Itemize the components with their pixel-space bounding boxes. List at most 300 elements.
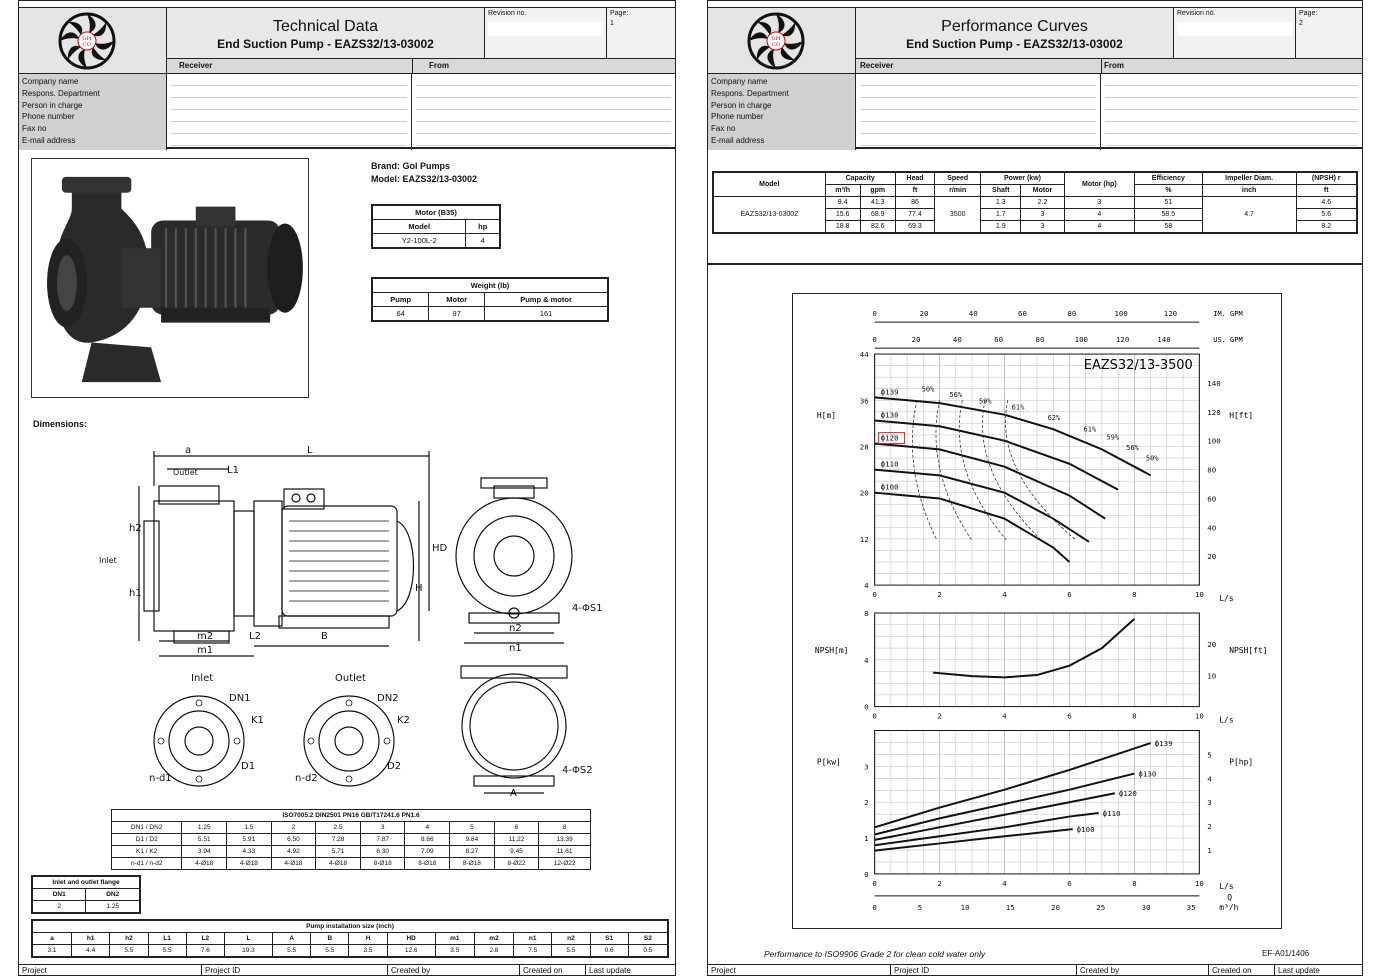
- flange-std-cell: 6: [494, 822, 539, 834]
- perf-header-speed: Speed: [935, 172, 981, 185]
- footer-project-id: Project ID: [894, 966, 930, 975]
- flange-std-cell: K1 / K2: [112, 846, 182, 858]
- top-axis-2-tick: 120: [1115, 335, 1130, 345]
- receiver-label: Receiver: [860, 61, 894, 70]
- perf-unit: r/min: [935, 185, 981, 197]
- install-header: h2: [110, 933, 148, 945]
- perf-cell: 18.8: [825, 221, 860, 234]
- install-header: L2: [186, 933, 224, 945]
- q-axis-tick: 0: [872, 902, 877, 912]
- q-axis-tick: 10: [960, 902, 970, 912]
- x-tick-label: 8: [1132, 878, 1137, 888]
- top-axis-1-tick: 120: [1163, 309, 1178, 319]
- dim-m1: m1: [197, 645, 214, 656]
- flange-std-cell: 4-Ø18: [182, 858, 227, 870]
- sheet1-header: [19, 7, 675, 149]
- installation-size-table: [31, 919, 669, 958]
- y2-tick-label: 5: [1207, 750, 1212, 760]
- efficiency-label: 61%: [1011, 403, 1025, 412]
- flange-std-cell: 4-Ø18: [316, 858, 361, 870]
- title-cell: [856, 8, 1174, 58]
- perf-cell: 41.3: [860, 197, 895, 209]
- efficiency-label: 56%: [949, 390, 963, 399]
- y-tick-label: 0: [864, 869, 869, 879]
- flange-std-cell: 8.27: [450, 846, 495, 858]
- dim-L1: L1: [227, 465, 239, 476]
- y2-tick-label: 2: [1207, 822, 1212, 832]
- x-tick-label: 6: [1067, 878, 1072, 888]
- page-label: Page:: [610, 10, 629, 17]
- perf-cell: 51: [1135, 197, 1203, 209]
- y-tick-label: 4: [864, 581, 869, 591]
- install-header: HD: [387, 933, 435, 945]
- dim-D2: D2: [387, 761, 402, 772]
- x-tick-label: 10: [1194, 878, 1204, 888]
- revision-box: [488, 22, 603, 36]
- perf-unit: ft: [1296, 185, 1357, 197]
- dim-m2: m2: [197, 631, 214, 642]
- x-tick-label: 8: [1132, 711, 1137, 721]
- x-tick-label: 10: [1194, 590, 1204, 600]
- q-label: Q: [1227, 892, 1233, 902]
- y2-tick-label: 40: [1207, 523, 1217, 533]
- contact-label: Phone number: [22, 112, 75, 122]
- perf-cell: 5.6: [1296, 209, 1357, 221]
- head-m-label: H[m]: [816, 410, 837, 420]
- curve-label: ϕ130: [880, 410, 899, 420]
- top-axis-label-1: IM. GPM: [1213, 310, 1243, 319]
- receiver-from-header: [167, 58, 675, 74]
- weight-motor-value: 97: [429, 307, 485, 322]
- revision-label: Revision no.: [488, 10, 527, 17]
- dim-s2: 4-ΦS2: [562, 765, 593, 776]
- m3h-label: m³/h: [1219, 902, 1239, 912]
- contact-labels: [708, 74, 856, 150]
- efficiency-curve: [912, 400, 936, 539]
- footer-created-on: Created on: [523, 966, 563, 975]
- flange-std-cell: 4: [405, 822, 450, 834]
- dim-outlet: Outlet: [173, 468, 198, 477]
- x-tick-label: 0: [872, 711, 877, 721]
- flange-std-cell: 3.94: [182, 846, 227, 858]
- dim-h2: h2: [129, 523, 142, 534]
- flange-std-cell: 11.61: [539, 846, 591, 858]
- install-header: m2: [474, 933, 513, 945]
- perf-unit: ft: [895, 185, 934, 197]
- curve-series: [875, 420, 1119, 489]
- contact-labels: [19, 74, 167, 150]
- top-axis-1-tick: 80: [1067, 309, 1077, 319]
- inlet-outlet-flange-table: [31, 875, 141, 914]
- x-tick-label: 6: [1067, 711, 1072, 721]
- perf-unit: Shaft: [981, 185, 1021, 197]
- dim-A: A: [510, 788, 517, 799]
- from-label: From: [1104, 61, 1124, 70]
- document-subtitle: End Suction Pump - EAZS32/13-03002: [906, 37, 1123, 51]
- install-value: 3.1: [32, 945, 72, 958]
- weight-header-motor: Motor: [429, 293, 485, 307]
- perf-header-efficiency: Efficiency: [1135, 172, 1203, 185]
- contact-label: Fax no: [22, 124, 47, 134]
- logo-cell: [19, 8, 167, 74]
- flange-std-cell: 8-Ø18: [405, 858, 450, 870]
- power-hp-label: P[hp]: [1229, 757, 1254, 767]
- top-axis-2-tick: 80: [1035, 335, 1045, 345]
- weight-table-title: Weight (lb): [372, 278, 608, 293]
- weight-header-total: Pump & motor: [485, 293, 608, 307]
- page-cell: [607, 8, 675, 58]
- section-divider: [708, 263, 1362, 265]
- y-tick-label: 1: [864, 834, 869, 844]
- document-subtitle: End Suction Pump - EAZS32/13-03002: [217, 37, 434, 51]
- curve-label: ϕ139: [1154, 739, 1173, 749]
- contact-label: E-mail address: [22, 135, 76, 145]
- dim-B: B: [321, 631, 328, 642]
- company-logo: [57, 11, 117, 71]
- contact-label: Fax no: [711, 124, 736, 134]
- x-tick-label: 2: [937, 590, 942, 600]
- top-axis-2-tick: 20: [911, 335, 921, 345]
- perf-header-impeller: Impeller Diam.: [1202, 172, 1296, 185]
- install-value: 7.5: [514, 945, 552, 958]
- contact-label: Company name: [22, 77, 79, 86]
- install-header: a: [32, 933, 72, 945]
- perf-unit: gpm: [860, 185, 895, 197]
- outlet-flange-label: Outlet: [335, 673, 366, 684]
- footer-created-by: Created by: [1080, 966, 1120, 975]
- document-title: Technical Data: [273, 18, 378, 35]
- y2-tick-label: 20: [1207, 552, 1217, 562]
- install-header: B: [311, 933, 349, 945]
- dim-n2: n2: [509, 623, 522, 634]
- technical-data-sheet: [18, 0, 676, 976]
- revision-cell: [485, 8, 607, 58]
- from-fields: [1101, 74, 1362, 150]
- dim-L2: L2: [249, 631, 261, 642]
- top-axis-2-tick: 40: [952, 335, 962, 345]
- dim-D1: D1: [241, 761, 256, 772]
- install-header: A: [273, 933, 311, 945]
- y2-tick-label: 120: [1207, 407, 1221, 417]
- perf-cell: 1.9: [981, 221, 1021, 234]
- install-header: S2: [628, 933, 668, 945]
- dim-nd2: n-d2: [295, 773, 318, 784]
- y2-tick-label: 100: [1207, 436, 1221, 446]
- perf-cell: 77.4: [895, 209, 934, 221]
- y2-tick-label: 3: [1207, 798, 1212, 808]
- dim-DN1: DN1: [229, 693, 251, 704]
- q-axis-tick: 5: [917, 902, 923, 912]
- inlet-outlet-header-dn2: DN2: [86, 889, 140, 901]
- footer-project: Project: [22, 966, 47, 975]
- inlet-outlet-title: Inlet and outlet flange: [32, 876, 140, 889]
- ls-label-3: L/s: [1219, 881, 1234, 891]
- model-text: Model: EAZS32/13-03002: [371, 174, 478, 184]
- flange-std-cell: 3: [360, 822, 405, 834]
- sheet2-footer: [708, 964, 1362, 975]
- power-kw-label: P[kw]: [816, 757, 841, 767]
- y-tick-label: 0: [864, 702, 869, 712]
- perf-cell: 58: [1135, 221, 1203, 234]
- y2-tick-label: 80: [1207, 465, 1217, 475]
- y-tick-label: 28: [859, 442, 869, 452]
- install-value: 5.5: [311, 945, 349, 958]
- from-fields: [412, 74, 675, 150]
- efficiency-label: 50%: [1145, 454, 1159, 463]
- contact-label: Respons. Department: [22, 88, 100, 98]
- top-axis-2-tick: 100: [1074, 335, 1089, 345]
- install-header: n1: [514, 933, 552, 945]
- install-header: h1: [72, 933, 110, 945]
- page-number: 1: [610, 20, 614, 27]
- performance-table: [712, 171, 1358, 234]
- ls-label-1: L/s: [1219, 594, 1234, 604]
- top-axis-1-tick: 20: [919, 309, 929, 319]
- perf-cell: 4: [1064, 209, 1134, 221]
- flange-std-cell: 9.84: [450, 834, 495, 846]
- contact-label: Person in charge: [711, 100, 772, 110]
- q-axis-tick: 30: [1141, 902, 1151, 912]
- flange-std-cell: 12-Ø22: [539, 858, 591, 870]
- flange-std-cell: 2.5: [316, 822, 361, 834]
- flange-std-cell: 11.22: [494, 834, 539, 846]
- y2-tick-label: 4: [1207, 774, 1212, 784]
- install-value: 3.5: [435, 945, 474, 958]
- dim-K1: K1: [251, 715, 264, 726]
- efficiency-label: 59%: [1106, 433, 1120, 442]
- top-axis-2-tick: 140: [1157, 335, 1171, 345]
- head-ft-label: H[ft]: [1229, 410, 1254, 420]
- footer-project: Project: [711, 966, 736, 975]
- efficiency-label: 56%: [1126, 443, 1139, 452]
- flange-std-cell: 2: [271, 822, 316, 834]
- install-header: H: [349, 933, 387, 945]
- performance-chart: [792, 293, 1282, 929]
- x-tick-label: 4: [1002, 590, 1007, 600]
- x-tick-label: 6: [1067, 590, 1072, 600]
- curve-label: ϕ100: [1076, 825, 1095, 835]
- perf-cell: 15.6: [825, 209, 860, 221]
- y-tick-label: 3: [864, 762, 869, 772]
- x-tick-label: 2: [937, 878, 942, 888]
- perf-cell: 4: [1064, 221, 1134, 234]
- contact-fields: [167, 74, 675, 150]
- contact-label: Respons. Department: [711, 88, 789, 98]
- footer-last-update: Last update: [1278, 966, 1320, 975]
- contact-fields: [856, 74, 1362, 150]
- perf-cell: 58.5: [1135, 209, 1203, 221]
- revision-label: Revision no.: [1177, 10, 1216, 17]
- logo-cell: [708, 8, 856, 74]
- flange-standard-title: ISO7005.2 DIN2501 PN16 GB/T17241.6 PN1.6: [112, 810, 591, 822]
- q-axis-tick: 35: [1186, 902, 1196, 912]
- install-value: 19.3: [224, 945, 272, 958]
- dim-h1: h1: [129, 588, 142, 599]
- q-axis-tick: 20: [1051, 902, 1061, 912]
- ls-label-2: L/s: [1219, 715, 1234, 725]
- flange-std-cell: 1.5: [227, 822, 272, 834]
- curve-label: ϕ100: [880, 482, 899, 492]
- receiver-fields: [856, 74, 1101, 150]
- flange-std-cell: 5.51: [182, 834, 227, 846]
- top-axis-label-2: US. GPM: [1213, 336, 1243, 345]
- performance-curves-sheet: [707, 0, 1363, 976]
- top-axis-2-tick: 60: [994, 335, 1004, 345]
- dimension-drawing: [99, 441, 619, 806]
- install-value: 0.5: [628, 945, 668, 958]
- contact-label: E-mail address: [711, 135, 765, 145]
- dim-inlet: Inlet: [99, 556, 117, 565]
- y2-tick-label: 60: [1207, 494, 1217, 504]
- x-tick-label: 0: [872, 590, 877, 600]
- x-tick-label: 4: [1002, 878, 1007, 888]
- flange-std-cell: 8: [539, 822, 591, 834]
- x-tick-label: 10: [1194, 711, 1204, 721]
- efficiency-label: 50%: [921, 385, 935, 394]
- dim-H: H: [415, 583, 423, 594]
- y-tick-label: 2: [864, 798, 869, 808]
- svg-text:GPI: GPI: [82, 36, 92, 42]
- flange-std-cell: 7.09: [405, 846, 450, 858]
- perf-speed-value: 3500: [935, 197, 981, 234]
- flange-std-cell: 6.30: [360, 846, 405, 858]
- weight-pump-value: 64: [372, 307, 429, 322]
- install-value: 2.8: [474, 945, 513, 958]
- top-axis-2-tick: 0: [872, 335, 877, 345]
- brand-text: Brand: Gol Pumps: [371, 161, 451, 171]
- install-value: 5.5: [110, 945, 148, 958]
- y2-tick-label: 10: [1207, 671, 1217, 681]
- installation-size-title: Pump installation size (inch): [32, 920, 668, 933]
- flange-std-cell: 4.92: [271, 846, 316, 858]
- y2-tick-label: 20: [1207, 640, 1217, 650]
- weight-table: [371, 277, 609, 322]
- flange-std-cell: 9.45: [494, 846, 539, 858]
- flange-std-cell: 8-Ø18: [450, 858, 495, 870]
- flange-std-cell: 8-Ø22: [494, 858, 539, 870]
- flange-std-cell: 5.91: [227, 834, 272, 846]
- top-axis-1-tick: 60: [1018, 309, 1028, 319]
- y2-tick-label: 140: [1207, 378, 1221, 388]
- perf-header-model: Model: [713, 172, 825, 197]
- y-tick-label: 20: [859, 488, 869, 498]
- company-logo: [746, 11, 806, 71]
- install-header: L1: [148, 933, 186, 945]
- dim-s1: 4-ΦS1: [572, 603, 603, 614]
- flange-std-cell: 7.28: [316, 834, 361, 846]
- motor-header-hp: hp: [466, 220, 500, 234]
- dim-a: a: [185, 445, 192, 456]
- efficiency-label: 62%: [1047, 413, 1061, 422]
- dim-HD: HD: [432, 543, 448, 554]
- flange-std-cell: 4-Ø18: [227, 858, 272, 870]
- perf-cell: 8.2: [1296, 221, 1357, 234]
- perf-cell: 3: [1021, 221, 1064, 234]
- dim-L: L: [307, 445, 313, 456]
- receiver-from-header: [856, 58, 1362, 74]
- chart-model-title: EAZS32/13-3500: [1083, 357, 1193, 373]
- y-tick-label: 4: [864, 655, 869, 665]
- y-tick-label: 44: [859, 350, 869, 360]
- page-number: 2: [1299, 20, 1303, 27]
- performance-note: Performance to ISO9906 Grade 2 for clean cold water only: [764, 949, 986, 959]
- flange-std-cell: 5: [450, 822, 495, 834]
- contact-label: Person in charge: [22, 100, 83, 110]
- svg-text:CO: CO: [772, 42, 780, 48]
- flange-std-cell: 13.39: [539, 834, 591, 846]
- flange-std-cell: 7.87: [360, 834, 405, 846]
- install-value: 0.6: [590, 945, 628, 958]
- perf-cell: 3: [1021, 209, 1064, 221]
- perf-cell: 82.6: [860, 221, 895, 234]
- flange-std-cell: D1 / D2: [112, 834, 182, 846]
- footer-last-update: Last update: [589, 966, 631, 975]
- document-code: EF-A01/1406: [1262, 949, 1310, 958]
- q-axis-tick: 15: [1005, 902, 1015, 912]
- perf-cell: 1.3: [981, 197, 1021, 209]
- perf-header-npsh: (NPSH) r: [1296, 172, 1357, 185]
- install-value: 12.6: [387, 945, 435, 958]
- y2-tick-label: 1: [1207, 846, 1212, 856]
- flange-std-cell: DN1 / DN2: [112, 822, 182, 834]
- install-header: S1: [590, 933, 628, 945]
- flange-std-cell: 8.66: [405, 834, 450, 846]
- motor-model-value: Y2-100L-2: [372, 234, 466, 249]
- inlet-outlet-header-dn1: DN1: [32, 889, 86, 901]
- curve-label: ϕ110: [880, 459, 899, 469]
- install-header: n2: [552, 933, 590, 945]
- install-value: 7.6: [186, 945, 224, 958]
- sheet2-header: [708, 7, 1362, 149]
- install-value: 5.5: [552, 945, 590, 958]
- perf-header-capacity: Capacity: [825, 172, 895, 185]
- flange-std-cell: 8-Ø18: [360, 858, 405, 870]
- perf-unit: m³/h: [825, 185, 860, 197]
- perf-cell: 4.6: [1296, 197, 1357, 209]
- perf-cell: 9.4: [825, 197, 860, 209]
- document-title: Performance Curves: [941, 18, 1088, 35]
- y-tick-label: 12: [859, 534, 869, 544]
- perf-cell: 69.3: [895, 221, 934, 234]
- efficiency-label: 61%: [1083, 425, 1097, 434]
- flange-std-cell: 4.33: [227, 846, 272, 858]
- efficiency-label: 59%: [978, 397, 992, 406]
- footer-created-by: Created by: [391, 966, 431, 975]
- perf-impeller-value: 4.7: [1202, 197, 1296, 234]
- flange-standard-table: [111, 809, 591, 870]
- outlet-dn-value: 1.25: [86, 901, 140, 914]
- install-header: L: [224, 933, 272, 945]
- weight-total-value: 161: [485, 307, 608, 322]
- motor-hp-value: 4: [466, 234, 500, 249]
- efficiency-curve: [1005, 400, 1075, 539]
- dim-K2: K2: [397, 715, 410, 726]
- x-tick-label: 2: [937, 711, 942, 721]
- svg-text:GPI: GPI: [771, 36, 781, 42]
- footer-project-id: Project ID: [205, 966, 241, 975]
- revision-cell: [1174, 8, 1296, 58]
- perf-cell: 68.9: [860, 209, 895, 221]
- perf-header-power: Power (kw): [981, 172, 1064, 185]
- svg-text:CO: CO: [83, 42, 91, 48]
- dim-nd1: n-d1: [149, 773, 172, 784]
- install-header: m1: [435, 933, 474, 945]
- footer-created-on: Created on: [1212, 966, 1252, 975]
- install-value: 4.4: [72, 945, 110, 958]
- pump-photo: [31, 158, 309, 398]
- install-value: 5.5: [148, 945, 186, 958]
- q-axis-tick: 25: [1096, 902, 1106, 912]
